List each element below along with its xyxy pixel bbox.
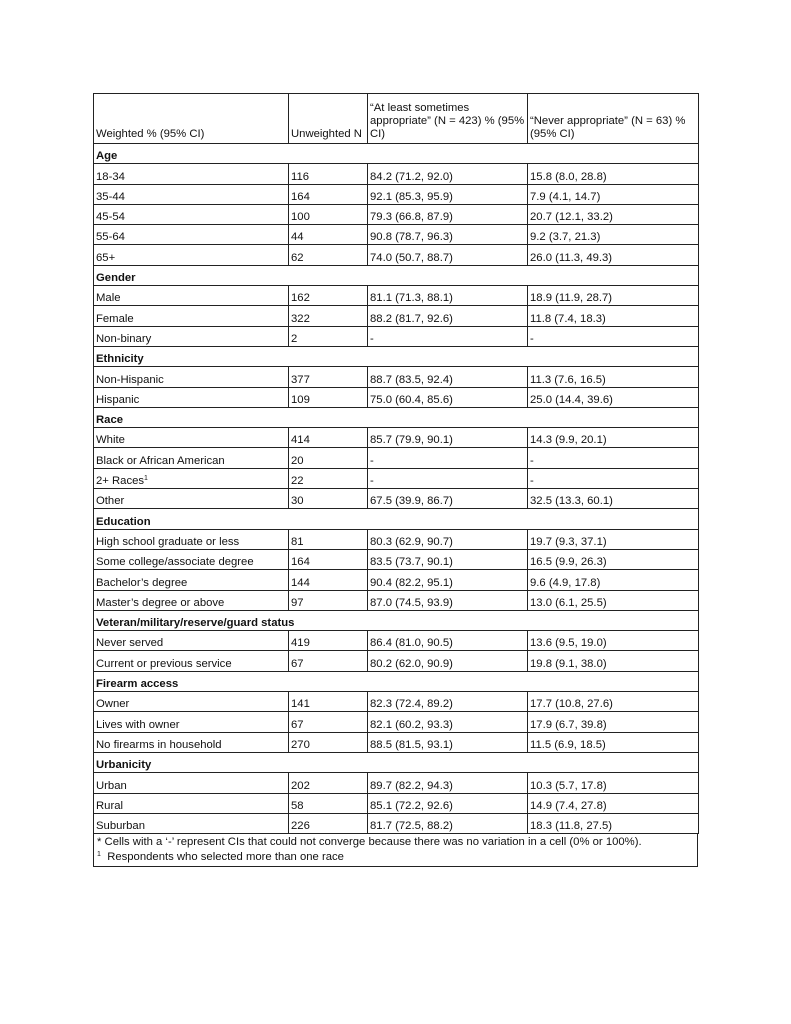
row-label: 35-44 [96, 190, 125, 203]
table-row [94, 793, 699, 813]
results-table [93, 93, 699, 834]
group-row [94, 144, 699, 164]
row-label-cell [94, 164, 289, 184]
unweighted-n-cell: 377 [289, 367, 368, 387]
table-row [94, 468, 699, 488]
never-appropriate-cell: 11.8 (7.4, 18.3) [528, 306, 699, 326]
unweighted-n-cell: 414 [289, 428, 368, 448]
row-label-cell [94, 732, 289, 752]
row-label-cell [94, 773, 289, 793]
row-label: Non-Hispanic [96, 373, 164, 386]
sometimes-appropriate-cell: 88.7 (83.5, 92.4) [368, 367, 528, 387]
table-header-row [94, 94, 699, 144]
results-table-body [94, 94, 699, 834]
sometimes-appropriate-cell: 80.2 (62.0, 90.9) [368, 651, 528, 671]
never-appropriate-cell: 18.3 (11.8, 27.5) [528, 813, 699, 833]
sometimes-appropriate-cell: 89.7 (82.2, 94.3) [368, 773, 528, 793]
unweighted-n-cell: 62 [289, 245, 368, 265]
group-label: Gender [94, 265, 699, 285]
table-row [94, 712, 699, 732]
row-label: Hispanic [96, 393, 140, 406]
row-label-cell [94, 692, 289, 712]
never-appropriate-cell: 7.9 (4.1, 14.7) [528, 184, 699, 204]
sometimes-appropriate-cell: 82.1 (60.2, 93.3) [368, 712, 528, 732]
row-label-cell [94, 184, 289, 204]
never-appropriate-cell: 20.7 (12.1, 33.2) [528, 204, 699, 224]
header-unweighted-n: Unweighted N [289, 94, 368, 144]
unweighted-n-cell: 67 [289, 712, 368, 732]
row-label: Non-binary [96, 332, 152, 345]
group-label: Ethnicity [94, 346, 699, 366]
sometimes-appropriate-cell: 74.0 (50.7, 88.7) [368, 245, 528, 265]
footnote-cells: * Cells with a ‘-’ represent CIs that could not converge because there was no variation in a cell (0% or 100%). [97, 836, 642, 849]
table-row [94, 529, 699, 549]
row-label: Rural [96, 799, 123, 812]
unweighted-n-cell: 270 [289, 732, 368, 752]
table-row [94, 326, 699, 346]
group-label: Age [94, 144, 699, 164]
table-row [94, 387, 699, 407]
never-appropriate-cell: 11.3 (7.6, 16.5) [528, 367, 699, 387]
table-row [94, 225, 699, 245]
footnote-race [97, 850, 695, 865]
row-label-cell [94, 428, 289, 448]
table-row [94, 651, 699, 671]
row-label-cell [94, 570, 289, 590]
group-label: Firearm access [94, 671, 699, 691]
footnote-marker: 1 [97, 851, 101, 859]
table-row [94, 489, 699, 509]
sometimes-appropriate-cell: 82.3 (72.4, 89.2) [368, 692, 528, 712]
unweighted-n-cell: 322 [289, 306, 368, 326]
unweighted-n-cell: 81 [289, 529, 368, 549]
row-label-cell [94, 631, 289, 651]
table-row [94, 549, 699, 569]
row-label-cell [94, 387, 289, 407]
row-label-cell [94, 712, 289, 732]
sometimes-appropriate-cell: 92.1 (85.3, 95.9) [368, 184, 528, 204]
group-row [94, 265, 699, 285]
table-row [94, 367, 699, 387]
row-label-cell [94, 813, 289, 833]
never-appropriate-cell: - [528, 468, 699, 488]
never-appropriate-cell: 10.3 (5.7, 17.8) [528, 773, 699, 793]
sometimes-appropriate-cell: - [368, 468, 528, 488]
row-label: 55-64 [96, 231, 125, 244]
never-appropriate-cell: 17.7 (10.8, 27.6) [528, 692, 699, 712]
footnote-marker: 1 [144, 475, 148, 483]
never-appropriate-cell: 13.6 (9.5, 19.0) [528, 631, 699, 651]
sometimes-appropriate-cell: - [368, 448, 528, 468]
never-appropriate-cell: 9.2 (3.7, 21.3) [528, 225, 699, 245]
never-appropriate-cell: 14.9 (7.4, 27.8) [528, 793, 699, 813]
never-appropriate-cell: 26.0 (11.3, 49.3) [528, 245, 699, 265]
sometimes-appropriate-cell: 75.0 (60.4, 85.6) [368, 387, 528, 407]
header-never-appropriate: “Never appropriate” (N = 63) % (95% CI) [528, 94, 699, 144]
sometimes-appropriate-cell: 86.4 (81.0, 90.5) [368, 631, 528, 651]
sometimes-appropriate-cell: 90.4 (82.2, 95.1) [368, 570, 528, 590]
row-label: Black or African American [96, 454, 225, 467]
table-row [94, 184, 699, 204]
group-row [94, 346, 699, 366]
sometimes-appropriate-cell: 87.0 (74.5, 93.9) [368, 590, 528, 610]
never-appropriate-cell: 32.5 (13.3, 60.1) [528, 489, 699, 509]
table-row [94, 306, 699, 326]
table-row [94, 428, 699, 448]
row-label: Female [96, 312, 134, 325]
table-row [94, 204, 699, 224]
unweighted-n-cell: 419 [289, 631, 368, 651]
unweighted-n-cell: 144 [289, 570, 368, 590]
group-row [94, 407, 699, 427]
row-label-cell [94, 245, 289, 265]
row-label: Current or previous service [96, 657, 232, 670]
row-label-cell [94, 204, 289, 224]
row-label: 45-54 [96, 211, 125, 224]
never-appropriate-cell: 14.3 (9.9, 20.1) [528, 428, 699, 448]
unweighted-n-cell: 141 [289, 692, 368, 712]
table-row [94, 813, 699, 833]
table-row [94, 245, 699, 265]
document-page [93, 93, 698, 867]
sometimes-appropriate-cell: 79.3 (66.8, 87.9) [368, 204, 528, 224]
group-row [94, 610, 699, 630]
table-row [94, 286, 699, 306]
never-appropriate-cell: 25.0 (14.4, 39.6) [528, 387, 699, 407]
unweighted-n-cell: 58 [289, 793, 368, 813]
row-label: No firearms in household [96, 738, 222, 751]
sometimes-appropriate-cell: 81.1 (71.3, 88.1) [368, 286, 528, 306]
group-label: Education [94, 509, 699, 529]
never-appropriate-cell: 15.8 (8.0, 28.8) [528, 164, 699, 184]
row-label-cell [94, 651, 289, 671]
table-row [94, 590, 699, 610]
sometimes-appropriate-cell: 80.3 (62.9, 90.7) [368, 529, 528, 549]
row-label-cell [94, 529, 289, 549]
table-row [94, 692, 699, 712]
unweighted-n-cell: 109 [289, 387, 368, 407]
sometimes-appropriate-cell: 84.2 (71.2, 92.0) [368, 164, 528, 184]
unweighted-n-cell: 162 [289, 286, 368, 306]
group-label: Veteran/military/reserve/guard status [94, 610, 699, 630]
table-row [94, 732, 699, 752]
row-label-cell [94, 468, 289, 488]
header-weighted: Weighted % (95% CI) [94, 94, 289, 144]
row-label: White [96, 434, 125, 447]
row-label-cell [94, 489, 289, 509]
never-appropriate-cell: 19.7 (9.3, 37.1) [528, 529, 699, 549]
sometimes-appropriate-cell: 83.5 (73.7, 90.1) [368, 549, 528, 569]
group-label: Urbanicity [94, 752, 699, 772]
sometimes-appropriate-cell: 90.8 (78.7, 96.3) [368, 225, 528, 245]
table-row [94, 773, 699, 793]
group-row [94, 509, 699, 529]
footnotes [93, 834, 698, 867]
unweighted-n-cell: 30 [289, 489, 368, 509]
row-label: High school graduate or less [96, 535, 240, 548]
sometimes-appropriate-cell: 81.7 (72.5, 88.2) [368, 813, 528, 833]
unweighted-n-cell: 226 [289, 813, 368, 833]
unweighted-n-cell: 164 [289, 184, 368, 204]
unweighted-n-cell: 22 [289, 468, 368, 488]
row-label: Master’s degree or above [96, 596, 225, 609]
unweighted-n-cell: 67 [289, 651, 368, 671]
never-appropriate-cell: - [528, 448, 699, 468]
never-appropriate-cell: 19.8 (9.1, 38.0) [528, 651, 699, 671]
group-label: Race [94, 407, 699, 427]
unweighted-n-cell: 44 [289, 225, 368, 245]
row-label-cell [94, 448, 289, 468]
sometimes-appropriate-cell: - [368, 326, 528, 346]
table-row [94, 570, 699, 590]
row-label-cell [94, 793, 289, 813]
row-label-cell [94, 326, 289, 346]
never-appropriate-cell: - [528, 326, 699, 346]
row-label: 65+ [96, 251, 116, 264]
row-label: Male [96, 292, 121, 305]
row-label: Other [96, 495, 125, 508]
table-row [94, 631, 699, 651]
unweighted-n-cell: 20 [289, 448, 368, 468]
group-row [94, 671, 699, 691]
row-label: Lives with owner [96, 718, 180, 731]
row-label-cell [94, 286, 289, 306]
unweighted-n-cell: 164 [289, 549, 368, 569]
footnote-race-text: Respondents who selected more than one race [107, 851, 344, 864]
never-appropriate-cell: 16.5 (9.9, 26.3) [528, 549, 699, 569]
never-appropriate-cell: 11.5 (6.9, 18.5) [528, 732, 699, 752]
unweighted-n-cell: 100 [289, 204, 368, 224]
never-appropriate-cell: 9.6 (4.9, 17.8) [528, 570, 699, 590]
never-appropriate-cell: 13.0 (6.1, 25.5) [528, 590, 699, 610]
unweighted-n-cell: 2 [289, 326, 368, 346]
row-label-cell [94, 225, 289, 245]
sometimes-appropriate-cell: 85.1 (72.2, 92.6) [368, 793, 528, 813]
table-row [94, 448, 699, 468]
header-sometimes-appropriate: “At least sometimes appropriate” (N = 423) % (95% CI) [368, 94, 528, 144]
row-label: Bachelor’s degree [96, 576, 188, 589]
sometimes-appropriate-cell: 67.5 (39.9, 86.7) [368, 489, 528, 509]
sometimes-appropriate-cell: 85.7 (79.9, 90.1) [368, 428, 528, 448]
never-appropriate-cell: 17.9 (6.7, 39.8) [528, 712, 699, 732]
sometimes-appropriate-cell: 88.5 (81.5, 93.1) [368, 732, 528, 752]
row-label: Owner [96, 698, 130, 711]
sometimes-appropriate-cell: 88.2 (81.7, 92.6) [368, 306, 528, 326]
row-label-cell [94, 590, 289, 610]
row-label-cell [94, 549, 289, 569]
row-label: Some college/associate degree [96, 556, 254, 569]
row-label: Urban [96, 779, 127, 792]
unweighted-n-cell: 97 [289, 590, 368, 610]
row-label: 18-34 [96, 170, 125, 183]
table-row [94, 164, 699, 184]
row-label-cell [94, 367, 289, 387]
unweighted-n-cell: 116 [289, 164, 368, 184]
never-appropriate-cell: 18.9 (11.9, 28.7) [528, 286, 699, 306]
row-label: 2+ Races [96, 475, 145, 488]
unweighted-n-cell: 202 [289, 773, 368, 793]
group-row [94, 752, 699, 772]
row-label: Never served [96, 637, 164, 650]
row-label: Suburban [96, 820, 145, 833]
row-label-cell [94, 306, 289, 326]
